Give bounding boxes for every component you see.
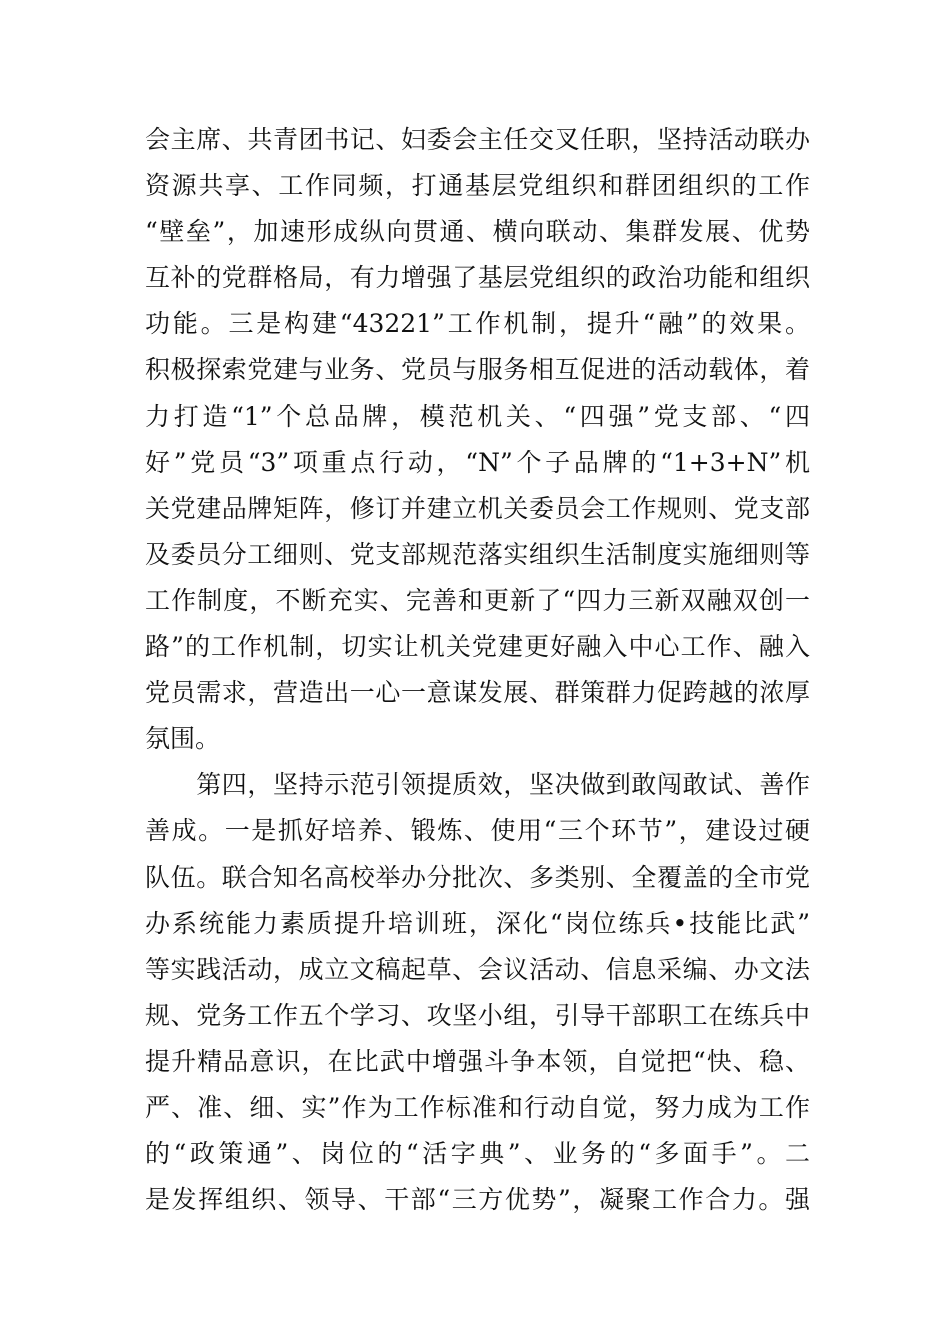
body-text	[145, 117, 810, 1223]
text-line: 好”党员“3”项重点行动，“N”个子品牌的“1+3+N”机	[145, 447, 810, 477]
text-line: 互补的党群格局，有力增强了基层党组织的政治功能和组织	[145, 263, 810, 293]
text-line: 严、准、细、实”作为工作标准和行动自觉，努力成为工作	[145, 1092, 810, 1122]
text-line: 路”的工作机制，切实让机关党建更好融入中心工作、融入	[145, 632, 810, 662]
text-line: 办系统能力素质提升培训班，深化“岗位练兵•技能比武”	[145, 908, 810, 938]
text-line: “壁垒”，加速形成纵向贯通、横向联动、集群发展、优势	[145, 217, 810, 247]
text-line: 提升精品意识，在比武中增强斗争本领，自觉把“快、稳、	[145, 1046, 810, 1076]
text-line: 规、党务工作五个学习、攻坚小组，引导干部职工在练兵中	[145, 1000, 810, 1030]
text-line: 力打造“1”个总品牌，模范机关、“四强”党支部、“四	[145, 401, 810, 431]
text-line: 功能。三是构建“43221”工作机制，提升“融”的效果。	[145, 309, 810, 339]
paragraph-end-line: 氛围。	[145, 724, 221, 754]
text-line: 积极探索党建与业务、党员与服务相互促进的活动载体，着	[145, 355, 810, 385]
text-line: 资源共享、工作同频，打通基层党组织和群团组织的工作	[145, 171, 810, 201]
text-line: 会主席、共青团书记、妇委会主任交叉任职，坚持活动联办	[145, 125, 810, 154]
text-line: 善成。一是抓好培养、锻炼、使用“三个环节”，建设过硬	[145, 816, 810, 846]
text-line: 队伍。联合知名高校举办分批次、多类别、全覆盖的全市党	[145, 862, 810, 892]
text-line: 第四，坚持示范引领提质效，坚决做到敢闯敢试、善作	[145, 770, 810, 800]
text-line: 等实践活动，成立文稿起草、会议活动、信息采编、办文法	[145, 954, 810, 984]
text-line: 及委员分工细则、党支部规范落实组织生活制度实施细则等	[145, 539, 810, 569]
text-line: 关党建品牌矩阵，修订并建立机关委员会工作规则、党支部	[145, 493, 810, 523]
text-line: 的“政策通”、岗位的“活字典”、业务的“多面手”。二	[145, 1139, 810, 1169]
text-line: 党员需求，营造出一心一意谋发展、群策群力促跨越的浓厚	[145, 678, 810, 708]
text-line: 是发挥组织、领导、干部“三方优势”，凝聚工作合力。强	[145, 1185, 810, 1215]
text-line: 工作制度，不断充实、完善和更新了“四力三新双融双创一	[145, 585, 810, 615]
